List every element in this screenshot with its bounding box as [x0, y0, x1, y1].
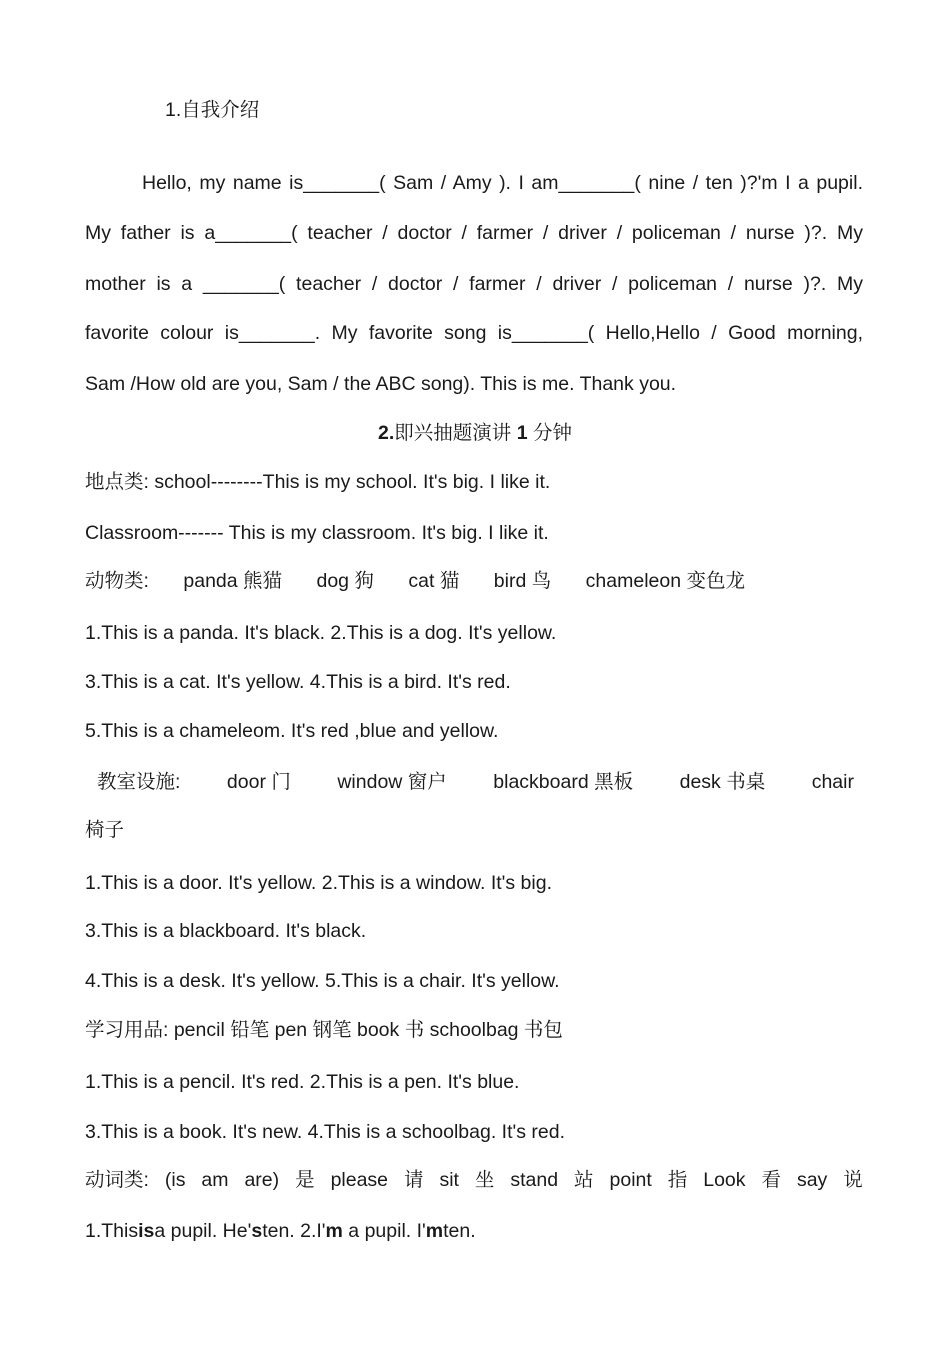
- verb-sit-cn: 坐: [474, 1169, 495, 1191]
- verbs-sentence-bold-m2: m: [425, 1220, 444, 1242]
- verb-look-cn: 看: [761, 1169, 781, 1191]
- intro-line-2: My father is a_______( teacher / doctor / farmer / driver / policeman / nurse )?. My: [85, 222, 863, 244]
- animal-dog: dog 狗: [316, 570, 374, 592]
- intro-line-5: Sam /How old are you, Sam / the ABC song). This is me. Thank you.: [85, 373, 677, 395]
- verb-be-cn: 是: [295, 1169, 315, 1191]
- animal-sentence-1: 1.This is a panda. It's black. 2.This is a dog. It's yellow.: [85, 622, 557, 644]
- place-line-2: Classroom------- This is my classroom. It's big. I like it.: [85, 522, 549, 544]
- verbs-sentence-bold-m1: m: [325, 1220, 343, 1242]
- classroom-vocab-wrap: 椅子: [85, 819, 125, 841]
- verb-are: are): [244, 1169, 280, 1191]
- school-things-vocab: 学习用品: pencil 铅笔 pen 钢笔 book 书 schoolbag 书包: [85, 1019, 563, 1041]
- verbs-sentence-bold-s: s: [251, 1220, 263, 1242]
- intro-line-3: mother is a _______( teacher / doctor / farmer / driver / policeman / nurse )?. My: [85, 273, 863, 295]
- intro-line-1: Hello, my name is_______( Sam / Amy ). I am_______( nine / ten )?'m I a pupil.: [142, 172, 863, 194]
- verb-point: point: [609, 1169, 652, 1191]
- place-line-1: 地点类: school--------This is my school. It's big. I like it.: [85, 471, 551, 493]
- classroom-sentence-1: 1.This is a door. It's yellow. 2.This is a window. It's big.: [85, 872, 552, 894]
- verbs-sentence: [85, 1219, 476, 1243]
- heading-minute-count: 1: [516, 422, 528, 444]
- animals-vocab-row: [85, 569, 745, 593]
- item-blackboard: blackboard 黑板: [493, 771, 634, 793]
- verb-say: say: [796, 1169, 828, 1191]
- verbs-sentence-part-4: a pupil. I': [342, 1220, 426, 1242]
- verbs-sentence-bold-is: is: [138, 1220, 155, 1242]
- animal-sentence-3: 5.This is a chameleom. It's red ,blue and yellow.: [85, 720, 499, 742]
- classroom-vocab-row: [97, 770, 854, 794]
- verb-sit: sit: [439, 1169, 459, 1191]
- animals-label: 动物类:: [85, 570, 149, 592]
- verbs-vocab-row: [85, 1168, 863, 1192]
- heading-unit: 分钟: [532, 422, 572, 444]
- section-heading-speech: [0, 421, 950, 445]
- verbs-sentence-part-3: ten. 2.I': [262, 1220, 326, 1242]
- item-window: window 窗户: [337, 771, 447, 793]
- verb-look: Look: [703, 1169, 746, 1191]
- verb-stand: stand: [510, 1169, 559, 1191]
- classroom-label: 教室设施:: [97, 771, 181, 793]
- heading-number: 2.: [378, 422, 395, 444]
- verbs-label: 动词类:: [85, 1169, 149, 1191]
- verb-point-cn: 指: [667, 1169, 688, 1191]
- classroom-sentence-2: 3.This is a blackboard. It's black.: [85, 920, 367, 942]
- animal-cat: cat 猫: [408, 570, 460, 592]
- verbs-sentence-part-2: a pupil. He': [154, 1220, 252, 1242]
- verb-stand-cn: 站: [574, 1169, 594, 1191]
- school-things-sentence-2: 3.This is a book. It's new. 4.This is a schoolbag. It's red.: [85, 1121, 566, 1143]
- verbs-sentence-part-5: ten.: [443, 1220, 476, 1242]
- verb-please: please: [330, 1169, 389, 1191]
- verb-is: (is: [164, 1169, 186, 1191]
- section-heading-self-intro: 1.自我介绍: [165, 99, 260, 121]
- animal-sentence-2: 3.This is a cat. It's yellow. 4.This is a bird. It's red.: [85, 671, 511, 693]
- heading-text: 即兴抽题演讲: [394, 422, 512, 444]
- item-door: door 门: [226, 771, 291, 793]
- intro-line-4: favorite colour is_______. My favorite song is_______( Hello,Hello / Good morning,: [85, 322, 863, 344]
- animal-bird: bird 鸟: [493, 570, 552, 592]
- verb-please-cn: 请: [403, 1169, 424, 1191]
- animal-panda: panda 熊猫: [183, 570, 283, 592]
- item-desk: desk 书桌: [679, 771, 766, 793]
- animal-chameleon: chameleon 变色龙: [585, 570, 745, 592]
- verbs-sentence-part-1: 1.This: [85, 1220, 139, 1242]
- verb-say-cn: 说: [843, 1169, 863, 1191]
- school-things-sentence-1: 1.This is a pencil. It's red. 2.This is a pen. It's blue.: [85, 1071, 520, 1093]
- classroom-sentence-3: 4.This is a desk. It's yellow. 5.This is a chair. It's yellow.: [85, 970, 560, 992]
- item-chair: chair: [811, 771, 854, 793]
- verb-am: am: [201, 1169, 229, 1191]
